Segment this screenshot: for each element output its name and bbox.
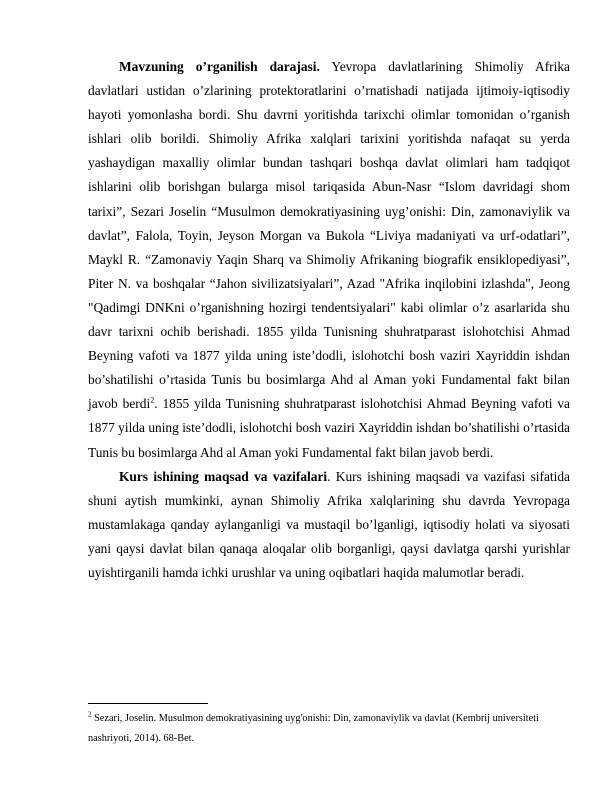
footnote-text: Sezari, Joselin. Musulmon demokratiyasining uyg'onishi: Din, zamonaviylik va davlat (Kembrij universiteti nashriyoti, 2014). 68-Bet. [88, 713, 539, 744]
paragraph-text-continued: . 1855 yilda Tunisning shuhratparast islohotchisi Ahmad Beyning vafoti va 1877 yilda uning iste’dodli, islohotchi bosh vaziri Xayriddin ishdan bo’shatilishi o’rtasida Tunis bu bosimlarga Ahd al Aman yoki Fundamental fakt bilan javob berdi. [88, 396, 570, 460]
footnote-number: 2 [88, 710, 92, 719]
paragraph-research-level [88, 55, 570, 465]
paragraph-goals [88, 465, 570, 585]
paragraph-text: . Kurs ishining maqsadi va vazifasi sifatida shuni aytish mumkinki, aynan Shimoliy Afrika xalqlarining shu davrda Yevropaga mustamlakaga qanday aylanganligi va mustaqil bo’lganligi, iqtisodiy holati va siyosati yani qaysi davlat bilan qanaqa aloqalar olib borganligi, qaysi davlatga qarshi yurishlar uyishtirganili hamda ichki urushlar va uning oqibatlari haqida malumotlar beradi. [88, 468, 570, 580]
footnote-divider [88, 703, 208, 704]
heading-goals: Kurs ishining maqsad va vazifalari [119, 468, 328, 484]
footnote [88, 709, 570, 749]
footnote-reference[interactable]: 2 [150, 395, 155, 405]
heading-research-level: Mavzuning o’rganilish darajasi. [119, 59, 320, 74]
body-text [88, 55, 570, 585]
paragraph-text: Yevropa davlatlarining Shimoliy Afrika davlatlari ustidan o’zlarining protektoratlarini o’rnatishadi natijada ijtimoiy-iqtisodiy hayoti yomonlasha bordi. Shu davrni yoritishda tarixchi olimlar tomonidan o’rganish ishlari olib borildi. Shimoliy Afrika xalqlari tarixini yoritishda nafaqat su yerda yashaydigan maxalliy olimlar bundan tashqari boshqa davlat olimlari ham tadqiqot ishlarini olib borishgan bularga misol tariqasida Abun-Nasr “Islom davridagi shom tarixi”, Sezari Joselin “Musulmon demokratiyasining uyg’onishi: Din, zamonaviylik va davlat”, Falola, Toyin, Jeyson Morgan va Bukola “Liviya madaniyati va urf-odatlari”, Maykl R. “Zamonaviy Yaqin Sharq va Shimoliy Afrikaning biografik ensiklopediyasi”, Piter N. va boshqalar “Jahon sivilizatsiyalari”, Azad "Afrika inqilobini izlashda", Jeong "Qadimgi DNKni o’rganishning hozirgi tendentsiyalari" kabi olimlar o’z asarlarida shu davr tarixni ochib berishadi. 1855 yilda Tunisning shuhratparast islohotchisi Ahmad Beyning vafoti va 1877 yilda uning iste’dodli, islohotchi bosh vaziri Xayriddin ishdan bo’shatilishi o’rtasida Tunis bu bosimlarga Ahd al Aman yoki Fundamental fakt bilan javob berdi [88, 59, 570, 412]
